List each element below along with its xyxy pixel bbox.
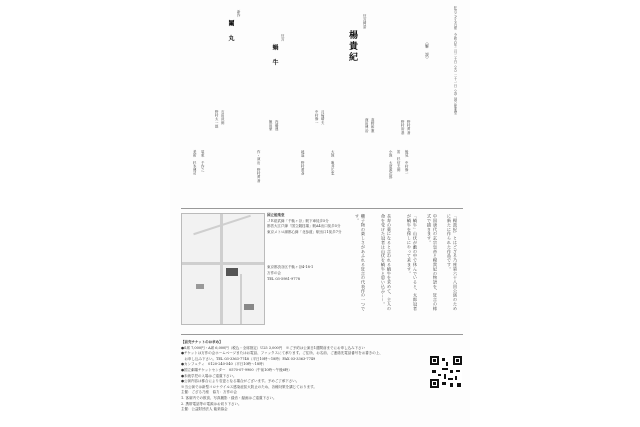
work-subtitle-1: 狂言綺語	[362, 14, 367, 29]
ticket-line: ●未就学児の入場はご遠慮下さい。	[181, 373, 237, 378]
ticket-line: 1. 客席内での飲食、写真撮影・録音・録画はご遠慮下さい。	[181, 395, 277, 400]
note-col: 笛 杉信太朗	[396, 150, 401, 172]
ticket-line: ●カンフェティ 0120-240-540（平日10時〜18時）	[181, 362, 267, 367]
essay-paragraph: 中国唐代の玄宗皇帝と楊貴妃の物語を、狂言の様式で描きます。	[427, 214, 438, 311]
work-title-3: 鬮 丸	[227, 20, 234, 43]
access-line: 都営大江戸線「国立競技場」駅A4出口徒歩5分	[267, 224, 341, 229]
map-road	[220, 214, 223, 324]
note-col: 装束 千作之	[200, 150, 205, 172]
map-road	[240, 274, 242, 324]
section-label: 〈解 説〉	[425, 40, 430, 61]
ticket-line: ※当公演では新型コロナウイルス感染症拡大防止のため、各種対策を講じております。	[181, 384, 317, 389]
note-col: 大鼓 亀井広忠	[330, 150, 335, 176]
credit-col: 深田博治	[364, 118, 369, 133]
credit-col: 月崎晴夫	[320, 110, 325, 125]
station-marker	[196, 284, 204, 289]
credit-col: 石田淡朗	[220, 110, 225, 125]
divider	[181, 334, 463, 335]
note-col: 美術 杉本博司	[192, 150, 197, 176]
ticket-line: ●国立劇場チケットセンター 0570-07-9900（午前10時〜午後6時）	[181, 367, 292, 372]
note-col: 作・演出 野村萬斎	[256, 150, 261, 183]
ticket-line: 2. 携帯電話等の電源はお切り下さい。	[181, 401, 242, 406]
credit-col: 野村裕基	[400, 120, 405, 135]
ticket-info	[181, 340, 461, 422]
map-road	[182, 262, 264, 265]
ticket-line: 主催：公益財団法人 能楽協会	[181, 407, 228, 412]
note-col: 後見 中村修一	[404, 150, 409, 176]
ticket-heading: 【前売チケットのお求め】	[181, 340, 223, 344]
credit-col: 高野和憲	[370, 118, 375, 133]
work-subtitle-2: 狂言	[280, 34, 285, 42]
qr-code-icon[interactable]	[430, 356, 462, 388]
credit-col: 中村修一	[314, 110, 319, 125]
access-line: 東京メトロ副都心線「北参道」駅出口1徒歩7分	[267, 229, 342, 234]
ticket-line: お申し込み下さい。TEL 03-3363-7748（平日10時〜18時）FAX 03-3363-7749	[181, 356, 316, 361]
credit-col: 内藤連	[274, 120, 279, 131]
essay-paragraph: 長寿の薬になると言われる蝸牛を求めて、主人の命を受けた冠者は山伏を蝸牛と思い込み……。	[381, 214, 392, 311]
credit-col: 野村萬斎	[406, 120, 411, 135]
access-line: ＪＲ総武線「千駄ヶ谷」駅下車徒歩5分	[267, 218, 329, 223]
venue-address: 東京都渋谷区千駄ヶ谷4-18-1	[267, 265, 314, 270]
note-col: 小鼓 大倉源次郎	[388, 150, 393, 179]
ticket-line: 主催：ござる乃座 協力：万作の会	[181, 390, 237, 395]
ticket-line: ●S席 7,000円・A席 6,000円（税込・全席指定）U25 3,000円 ※ご予約は公演日1週間前までにお申し込み下さい	[181, 345, 366, 350]
ticket-line: ●公演内容は都合により変更となる場合がございます。予めご了承下さい。	[181, 379, 300, 384]
essay-paragraph: 「楊貴紀」とはござる乃座第六十八回公演のために新たに作られた作品です。	[447, 214, 458, 311]
venue-name: 国立能楽堂	[267, 213, 285, 217]
ticket-line: ●チケットは万作の会ホームページまたはお電話、ファックスにて承ります。ご住所、お名前、ご連絡先電話番号をお書きの上、	[181, 351, 383, 356]
contact-label: 万作の会	[267, 270, 281, 275]
access-info	[267, 213, 342, 323]
work-title-1: 楊貴紀	[347, 30, 357, 63]
venue-marker	[226, 268, 238, 276]
essay-paragraph: 「蝸牛」山伏が藪の中で休んでいると、太郎冠者が蝸牛を探しにやって来ます。	[407, 214, 418, 311]
access-map	[181, 213, 265, 325]
contact-tel: TEL 03-5981-9778	[267, 276, 300, 281]
credit-col: 飯田豪	[268, 120, 273, 131]
program-header: 狂言ござる乃座 令和六年二月二十日（火）二十一日（水）国立能楽堂	[453, 6, 457, 115]
station-marker	[244, 304, 254, 310]
essay-paragraph: 囃子物の楽しさがあふれる狂言の代表作の一つです。	[355, 214, 366, 311]
work-title-2: 蝸 牛	[271, 44, 278, 67]
divider	[181, 208, 463, 209]
credit-col: 野村太一郎	[214, 110, 219, 128]
note-col: 地謡 野村萬斎	[300, 150, 305, 176]
work-subtitle-3: 新作	[236, 10, 241, 18]
